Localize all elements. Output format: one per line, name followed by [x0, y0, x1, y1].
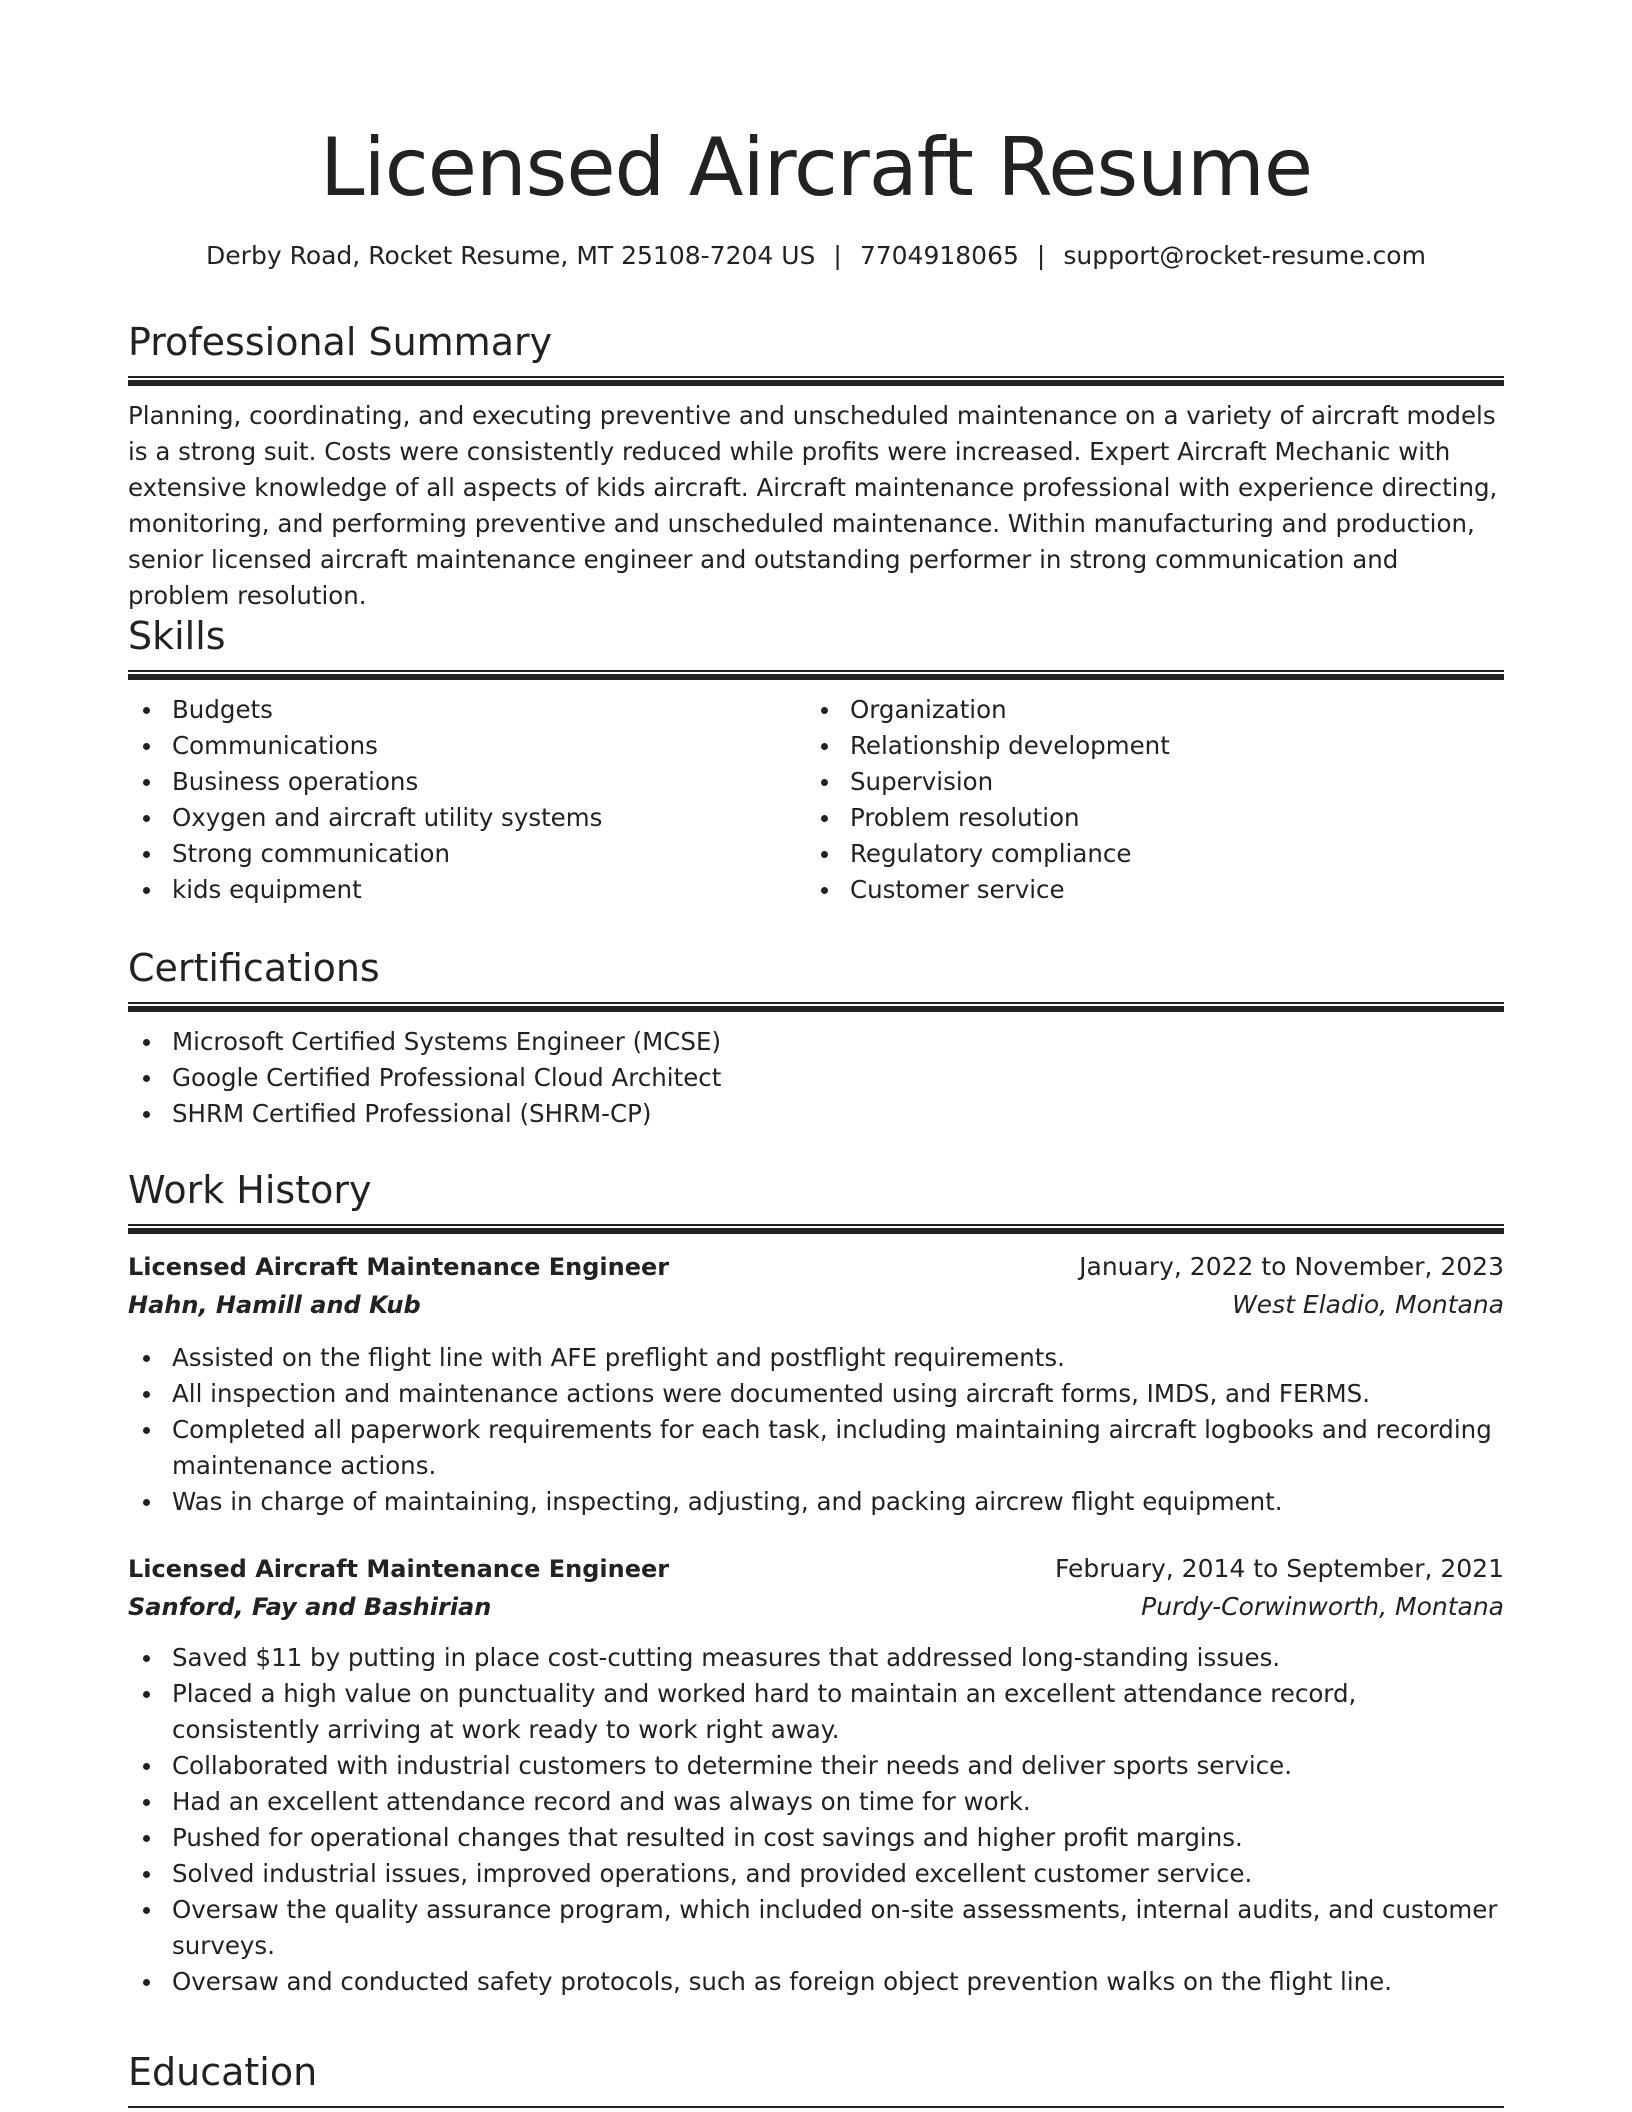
- skills-list-right: [806, 692, 1484, 908]
- education-section: [128, 2046, 1504, 2108]
- job-title: Licensed Aircraft Maintenance Engineer: [128, 1555, 670, 1583]
- contact-phone: 7704918065: [859, 241, 1019, 270]
- certification-item: Google Certified Professional Cloud Architect: [128, 1060, 1504, 1096]
- job-dates: January, 2022 to November, 2023: [1079, 1252, 1504, 1281]
- section-divider: [128, 1224, 1504, 1234]
- section-divider: [128, 2106, 1504, 2108]
- job-location: Purdy-Corwinworth, Montana: [1141, 1592, 1504, 1621]
- job-dates: February, 2014 to September, 2021: [1055, 1554, 1504, 1583]
- job-subheader: [128, 1588, 1504, 1626]
- skill-item: Budgets: [128, 692, 806, 728]
- resume-title: Licensed Aircraft Resume: [319, 121, 1313, 214]
- skill-item: Oxygen and aircraft utility systems: [128, 800, 806, 836]
- job-bullet: Was in charge of maintaining, inspecting, adjusting, and packing aircrew flight equipment.: [128, 1484, 1504, 1520]
- job-bullet: Placed a high value on punctuality and worked hard to maintain an excellent attendance record, consistently arriving at work ready to work right away.: [128, 1676, 1504, 1748]
- skill-item: kids equipment: [128, 872, 806, 908]
- job-bullet: Oversaw and conducted safety protocols, such as foreign object prevention walks on the flight line.: [128, 1964, 1504, 2000]
- section-divider: [128, 1002, 1504, 1012]
- job-bullet: Collaborated with industrial customers to determine their needs and deliver sports service.: [128, 1748, 1504, 1784]
- contact-email: support@rocket-resume.com: [1063, 241, 1426, 270]
- skill-item: Relationship development: [806, 728, 1484, 764]
- job-company: Hahn, Hamill and Kub: [128, 1291, 421, 1319]
- job-subheader: [128, 1286, 1504, 1324]
- certifications-list: [128, 1024, 1504, 1132]
- skill-item: Organization: [806, 692, 1484, 728]
- contact-separator: |: [1036, 241, 1046, 270]
- job-bullet: Assisted on the flight line with AFE preflight and postflight requirements.: [128, 1340, 1504, 1376]
- contact-line: [128, 238, 1504, 274]
- section-divider: [128, 376, 1504, 386]
- contact-separator: |: [833, 241, 842, 270]
- job-title: Licensed Aircraft Maintenance Engineer: [128, 1253, 670, 1281]
- skill-item: Business operations: [128, 764, 806, 800]
- skill-item: Communications: [128, 728, 806, 764]
- work-history-heading: Work History: [128, 1168, 372, 1212]
- job-entry: [128, 1550, 1504, 2000]
- job-bullet: Completed all paperwork requirements for each task, including maintaining aircraft logbooks and recording maintenance actions.: [128, 1412, 1504, 1484]
- certifications-section: [128, 942, 1504, 1132]
- skill-item: Strong communication: [128, 836, 806, 872]
- summary-heading: Professional Summary: [128, 320, 553, 364]
- job-entry: [128, 1248, 1504, 1520]
- job-header: [128, 1550, 1504, 1588]
- job-bullets: [128, 1340, 1504, 1520]
- job-bullets: [128, 1640, 1504, 2000]
- skills-section: [128, 610, 1504, 908]
- skills-list-left: [128, 692, 806, 908]
- job-bullet: Saved $11 by putting in place cost-cutting measures that addressed long-standing issues.: [128, 1640, 1504, 1676]
- section-divider: [128, 670, 1504, 680]
- skills-heading: Skills: [128, 614, 226, 658]
- job-bullet: Pushed for operational changes that resulted in cost savings and higher profit margins.: [128, 1820, 1504, 1856]
- certifications-heading: Certifications: [128, 946, 380, 990]
- skill-item: Supervision: [806, 764, 1484, 800]
- skills-columns: [128, 692, 1504, 908]
- skill-item: Customer service: [806, 872, 1484, 908]
- education-heading: Education: [128, 2050, 318, 2094]
- work-history-section: [128, 1164, 1504, 2000]
- job-bullet: Had an excellent attendance record and was always on time for work.: [128, 1784, 1504, 1820]
- summary-section: [128, 316, 1504, 614]
- skill-item: Regulatory compliance: [806, 836, 1484, 872]
- skill-item: Problem resolution: [806, 800, 1484, 836]
- job-location: West Eladio, Montana: [1232, 1290, 1504, 1319]
- certification-item: SHRM Certified Professional (SHRM-CP): [128, 1096, 1504, 1132]
- certification-item: Microsoft Certified Systems Engineer (MCSE): [128, 1024, 1504, 1060]
- job-bullet: All inspection and maintenance actions were documented using aircraft forms, IMDS, and FERMS.: [128, 1376, 1504, 1412]
- summary-text: Planning, coordinating, and executing preventive and unscheduled maintenance on a variety of aircraft models is a strong suit. Costs were consistently reduced while profits were increased. Expert Aircraft Mechanic with extensive knowledge of all aspects of kids aircraft. Aircraft maintenance professional with experience directing, monitoring, and performing preventive and unscheduled maintenance. Within manufacturing and production, senior licensed aircraft maintenance engineer and outstanding performer in strong communication and problem resolution.: [128, 401, 1498, 610]
- job-bullet: Oversaw the quality assurance program, which included on-site assessments, internal audits, and customer surveys.: [128, 1892, 1504, 1964]
- job-header: [128, 1248, 1504, 1286]
- contact-address: Derby Road, Rocket Resume, MT 25108-7204 US: [206, 241, 816, 270]
- job-company: Sanford, Fay and Bashirian: [128, 1593, 492, 1621]
- job-bullet: Solved industrial issues, improved operations, and provided excellent customer service.: [128, 1856, 1504, 1892]
